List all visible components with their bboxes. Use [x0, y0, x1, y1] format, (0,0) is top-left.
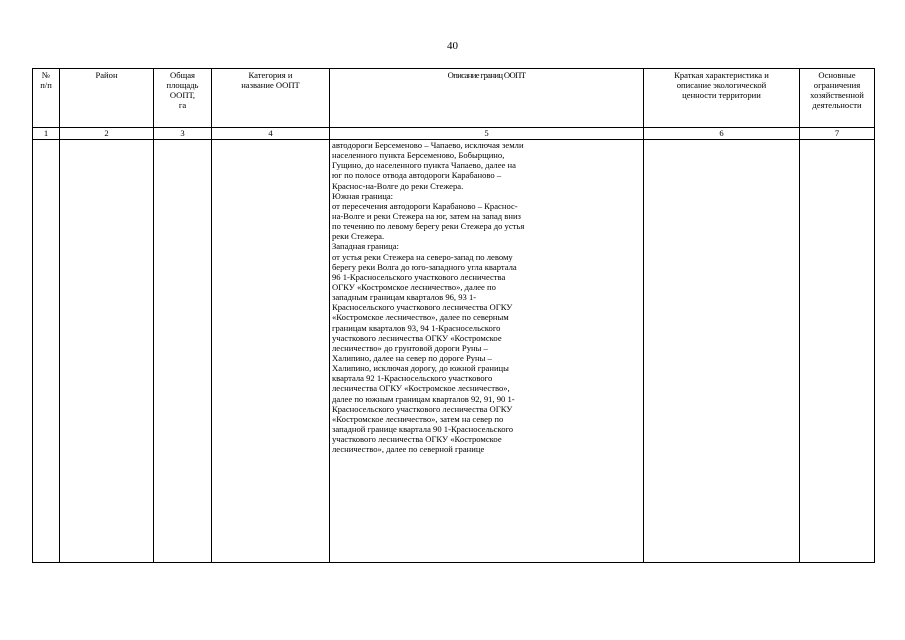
header-category-label: Категория и название ООПТ	[241, 70, 300, 91]
header-restrictions	[800, 69, 875, 128]
description-line: Халипино, далее на север по дороге Руны –	[332, 352, 492, 363]
description-line: реки Стежера.	[332, 231, 385, 242]
header-district-label: Район	[95, 70, 118, 80]
description-line: западным границам кварталов 96, 93 1-	[332, 292, 477, 303]
column-number: 2	[60, 128, 154, 140]
column-number: 5	[330, 128, 644, 140]
cell-district	[60, 140, 154, 563]
header-number-label: № п/п	[40, 70, 52, 91]
column-number: 6	[644, 128, 800, 140]
description-line: Красносельского участкового лесничества ОГКУ	[332, 403, 513, 414]
table-row	[33, 140, 875, 563]
page-number: 40	[447, 40, 458, 52]
description-line: Красносельского участкового лесничества ОГКУ	[332, 302, 513, 313]
cell-boundary-description	[330, 140, 644, 563]
description-line: берегу реки Волга до юго-западного угла квартала	[332, 261, 517, 272]
description-line: «Костромское лесничество», затем на север по	[332, 413, 504, 424]
description-line: лесничество» до грунтовой дороги Руны –	[332, 342, 488, 353]
description-line: ОГКУ «Костромское лесничество», далее по	[332, 281, 496, 292]
description-line: квартала 92 1-Красносельского участкового	[332, 373, 493, 384]
oopt-table	[32, 68, 875, 563]
description-line: границам кварталов 93, 94 1-Красносельского	[332, 322, 501, 333]
header-restrictions-label: Основные ограничения хозяйственной деятельности	[810, 70, 864, 111]
header-characteristics-label: Краткая характеристика и описание экологической ценности территории	[674, 70, 769, 101]
section-heading-west: Западная граница:	[332, 241, 399, 252]
header-row	[33, 69, 875, 128]
description-line: лесничество», далее по северной границе	[332, 444, 485, 455]
description-line: на-Волге и реки Стежера на юг, затем на запад вниз	[332, 210, 521, 221]
description-line: западной границе квартала 90 1-Красносельского	[332, 423, 514, 434]
description-line: от пересечения автодороги Карабаново – Краснос-	[332, 200, 518, 211]
description-line: Краснос-на-Волге до реки Стежера.	[332, 180, 464, 191]
header-district	[60, 69, 154, 128]
description-line: от устья реки Стежера на северо-запад по левому	[332, 251, 513, 262]
cell-category	[212, 140, 330, 563]
header-characteristics	[644, 69, 800, 128]
header-boundaries	[330, 69, 644, 128]
cell-area	[154, 140, 212, 563]
description-line: Гущино, до населенного пункта Чапаево, далее на	[332, 160, 516, 171]
description-line: юг по полосе отвода автодороги Карабаново –	[332, 170, 502, 181]
description-line: автодороги Берсеменово – Чапаево, исключая земли	[332, 140, 524, 150]
header-area	[154, 69, 212, 128]
header-area-label: Общая площадь ООПТ, га	[166, 70, 199, 111]
description-line: по течению по левому берегу реки Стежера до устья	[332, 221, 525, 232]
cell-characteristics	[644, 140, 800, 563]
section-heading-south: Южная граница:	[332, 190, 394, 201]
description-line: участкового лесничества ОГКУ «Костромское	[332, 332, 502, 343]
cell-restrictions	[800, 140, 875, 563]
header-number	[33, 69, 60, 128]
column-number: 1	[33, 128, 60, 140]
description-line: Халипино, исключая дорогу, до южной границы	[332, 363, 509, 374]
column-number-row	[33, 128, 875, 140]
description-line: лесничества ОГКУ «Костромское лесничество»,	[332, 383, 510, 394]
description-line: населенного пункта Берсеменово, Бобырщино,	[332, 150, 505, 161]
cell-number	[33, 140, 60, 563]
header-boundaries-label: Описание границ ООПТ	[447, 70, 526, 80]
column-number: 4	[212, 128, 330, 140]
column-number: 7	[800, 128, 875, 140]
description-line: далее по южным границам кварталов 92, 91, 90 1-	[332, 393, 515, 404]
header-category	[212, 69, 330, 128]
description-line: «Костромское лесничество», далее по северным	[332, 312, 509, 323]
description-line: 96 1-Красносельского участкового лесничества	[332, 271, 506, 282]
column-number: 3	[154, 128, 212, 140]
description-line: участкового лесничества ОГКУ «Костромское	[332, 434, 502, 445]
